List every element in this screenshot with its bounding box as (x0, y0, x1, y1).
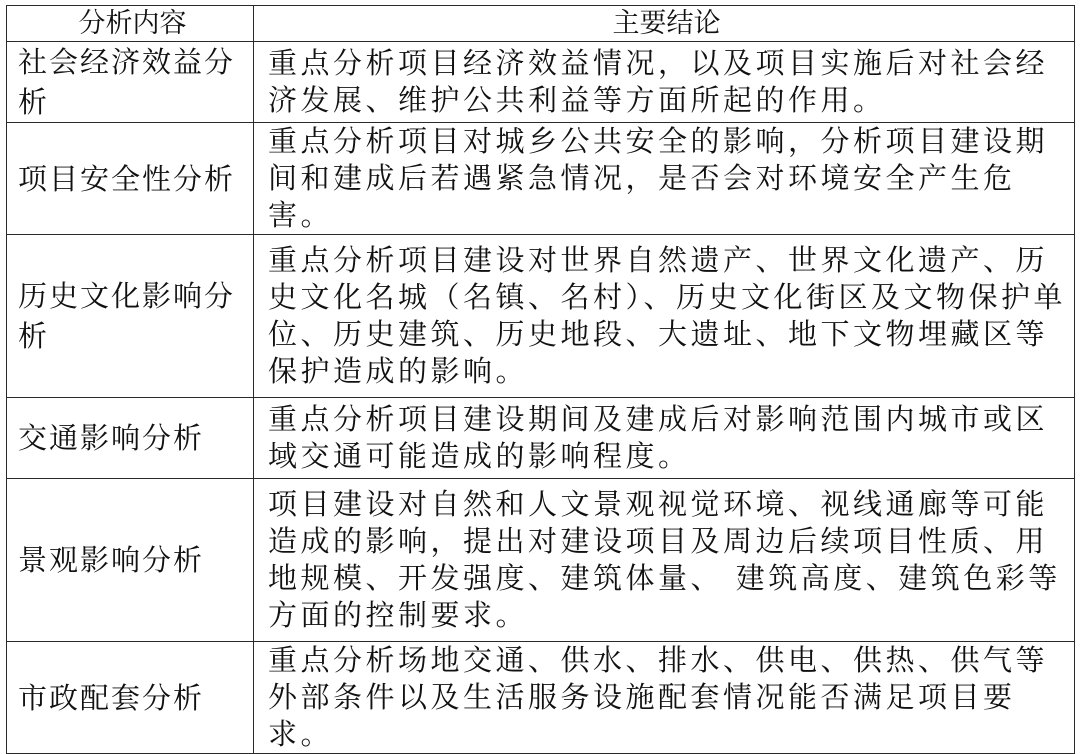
table-row (7, 479, 1075, 642)
row-item: 社会经济效益分析 (7, 42, 254, 123)
header-main-conclusion: 主要结论 (254, 6, 1075, 42)
row-item: 景观影响分析 (7, 479, 254, 642)
row-item: 市政配套分析 (7, 642, 254, 754)
row-conclusion: 重点分析场地交通、供水、排水、供电、供热、供气等外部条件以及生活服务设施配套情况能否满足项目要求。 (254, 642, 1075, 754)
table-row (7, 235, 1075, 398)
table-row (7, 123, 1075, 235)
row-conclusion: 重点分析项目建设对世界自然遗产、世界文化遗产、历史文化名城（名镇、名村）、历史文化街区及文物保护单位、历史建筑、历史地段、大遗址、地下文物埋藏区等保护造成的影响。 (254, 235, 1075, 398)
row-item: 历史文化影响分析 (7, 235, 254, 398)
analysis-table (6, 5, 1075, 754)
table-row (7, 398, 1075, 479)
table-header-row (7, 6, 1075, 42)
row-conclusion: 重点分析项目经济效益情况，以及项目实施后对社会经济发展、维护公共利益等方面所起的作用。 (254, 42, 1075, 123)
row-conclusion: 项目建设对自然和人文景观视觉环境、视线通廊等可能造成的影响，提出对建设项目及周边后续项目性质、用地规模、开发强度、建筑体量、 建筑高度、建筑色彩等方面的控制要求。 (254, 479, 1075, 642)
row-conclusion: 重点分析项目对城乡公共安全的影响，分析项目建设期间和建成后若遇紧急情况，是否会对环境安全产生危害。 (254, 123, 1075, 235)
table-row (7, 42, 1075, 123)
header-analysis-content: 分析内容 (7, 6, 254, 42)
row-conclusion: 重点分析项目建设期间及建成后对影响范围内城市或区域交通可能造成的影响程度。 (254, 398, 1075, 479)
row-item: 项目安全性分析 (7, 123, 254, 235)
table-row (7, 642, 1075, 754)
row-item: 交通影响分析 (7, 398, 254, 479)
